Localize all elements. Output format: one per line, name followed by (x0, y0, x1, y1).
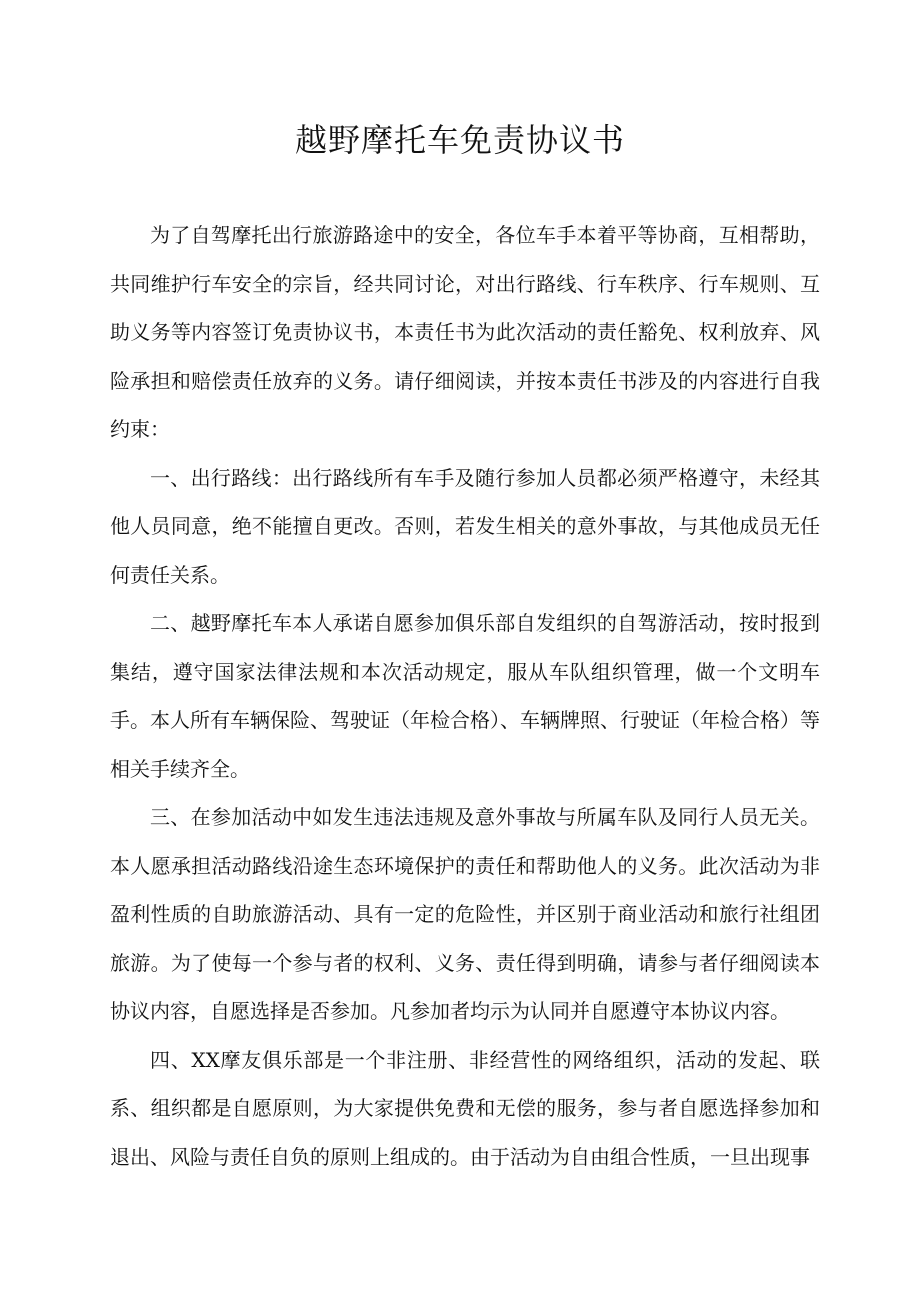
clause-1-paragraph: 一、出行路线：出行路线所有车手及随行参加人员都必须严格遵守，未经其他人员同意，绝不能擅自更改。否则，若发生相关的意外事故，与其他成员无任何责任关系。 (110, 465, 820, 587)
clause-3-paragraph: 三、在参加活动中如发生违法违规及意外事故与所属车队及同行人员无关。本人愿承担活动路线沿途生态环境保护的责任和帮助他人的义务。此次活动为非盈利性质的自助旅游活动、具有一定的危险性，并区别于商业活动和旅行社组团旅游。为了使每一个参与者的权利、义务、责任得到明确，请参与者仔细阅读本协议内容，自愿选择是否参加。凡参加者均示为认同并自愿遵守本协议内容。 (110, 805, 820, 1023)
document-body (110, 211, 820, 1181)
intro-paragraph: 为了自驾摩托出行旅游路途中的安全，各位车手本着平等协商，互相帮助，共同维护行车安全的宗旨，经共同讨论，对出行路线、行车秩序、行车规则、互助义务等内容签订免责协议书，本责任书为此次活动的责任豁免、权利放弃、风险承担和赔偿责任放弃的义务。请仔细阅读，并按本责任书涉及的内容进行自我约束： (110, 223, 820, 441)
clause-4-paragraph: 四、XX摩友俱乐部是一个非注册、非经营性的网络组织，活动的发起、联系、组织都是自愿原则，为大家提供免费和无偿的服务，参与者自愿选择参加和退出、风险与责任自负的原则上组成的。由于活动为自由组合性质，一旦出现事 (110, 1047, 820, 1169)
clause-2-paragraph: 二、越野摩托车本人承诺自愿参加俱乐部自发组织的自驾游活动，按时报到集结，遵守国家法律法规和本次活动规定，服从车队组织管理，做一个文明车手。本人所有车辆保险、驾驶证（年检合格）、车辆牌照、行驶证（年检合格）等相关手续齐全。 (110, 611, 820, 781)
document-title: 越野摩托车免责协议书 (294, 121, 625, 159)
